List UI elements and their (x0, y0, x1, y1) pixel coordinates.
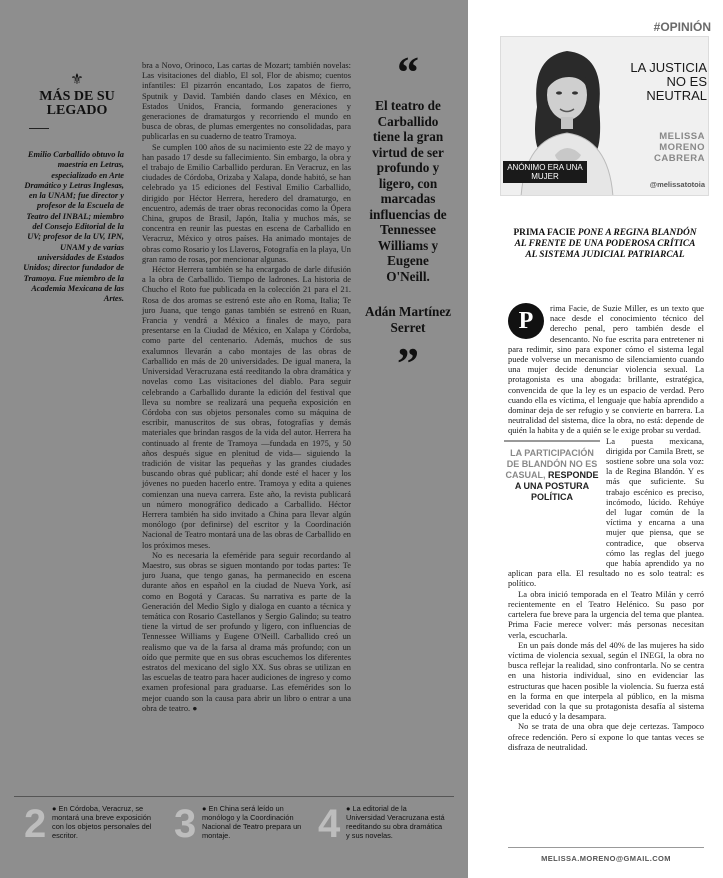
body-paragraph-4: En un país donde más del 40% de las mujeres ha sido víctima de violencia sexual, según el INEGI, la obra no busca reflejar la realidad, sino confrontarla. No se centra en una historia individual, sino en evidenciar las estructuras que hacen posible la violencia. Su fuerza está en la forma en que interpela al público, en la misma severidad con la que su protagonista desafía al sistema que la educó y la desampara. (508, 639, 704, 722)
legacy-title: MÁS DE SU LEGADO (39, 89, 115, 118)
pull-quote-author: Adán Martínez Serret (364, 304, 452, 335)
footnote-number: 4 (318, 802, 341, 846)
footnote-text: La editorial de la Universidad Veracruzana está reeditando su obra dramática y sus novelas. (346, 804, 445, 840)
pull-quote: El teatro de Carballido tiene la gran virtud de ser profundo y ligero, con marcadas influencias de Tennessee Williams y Eugene O'Neill. (369, 98, 447, 284)
column-paragraph-4: No es necesaria la efeméride para seguir recordando al Maestro, sus obras se siguen montando por todas partes: Te juro Juana, que tengo ganas, ha permanecido en escena durante años en español en la ciudad de Nueva York, así como en Bogotá y Caracas. Su narrativa es parte de la Generación del Medio Siglo y dialoga en cuanto a técnica y temática con Rosario Castellanos y Sergio Galindo; su teatro tiene la virtud de ser profundo y ligero, con influencias de Tennessee Williams y Eugene O'Neill. Carballido creó un realismo que va de la farsa al drama más profundo; con un oído que permite que en sus obras escuchemos los diferentes estratos del mexicano del siglo XX. Sus obras se utilizan en las escuelas de teatro para hacer audiciones de ingreso y como examen profesional para graduarse. Las efemérides son lo mejor cuando son la causa para abrir un libro o entrar a una obra de teatro. ● (142, 550, 351, 713)
footer-rule (14, 796, 454, 797)
inset-text-dark: RESPONDE A UNA POSTURA POLÍTICA (514, 469, 599, 502)
deck-rest: PONE A REGINA BLANDÓN AL FRENTE DE UNA PODEROSA CRÍTICA AL SISTEMA JUDICIAL PATRIARCAL (514, 228, 697, 260)
legacy-bio: Emilio Carballido obtuvo la maestría en Letras, especializado en Arte Dramático y Letras Inglesas, en la UNAM; fue director y profesor de la Escuela de Teatro del INBAL; miembro del Consejo Editorial de la UV; profesor de la UV, IPN, UNAM y de varias universidades de Estados Unidos; director fundador de Tramoya. Fue miembro de la Academia Mexicana de las Artes. (23, 150, 124, 304)
deck-lead: PRIMA FACIE (513, 228, 576, 238)
body-paragraph-5: No se trata de una obra que deje certezas. Tampoco ofrece redención. Pero sí expone lo que tantas veces se disfraza de neutralidad. (508, 721, 704, 752)
article-deck (512, 228, 698, 261)
author-handle: @melissatotoia (649, 180, 705, 189)
legacy-sidebar-header (28, 72, 126, 118)
body-paragraph-3: La obra inició temporada en el Teatro Milán y cerró recientemente en el Teatro Helénico. Su paso por cartelera fue breve para la urgencia del tema que plantea. Prima Facie merece volver: más personas necesitan verla, escucharla. (508, 588, 704, 640)
inset-rule (504, 440, 600, 442)
footnote-text: En China será leído un monólogo y la Coordinación Nacional de Teatro prepara un montaje. (202, 804, 302, 840)
article-body (505, 303, 704, 752)
body-paragraph-2: La puesta mexicana, dirigida por Camila Brett, se sostiene sobre una sola voz: la de Regina Blandón. Y es más que suficiente. Su trabajo escénico es preciso, incómodo, lúcido. Rehúye del lugar común de la víctima y encarna a una mujer que piensa, que se contradice, que observa cómo las reglas del juego que había aprendido ya no aplican para ella. El resultado no es solo teatral: es político. (508, 435, 704, 589)
inset-quote (504, 440, 600, 560)
hero-banner (500, 36, 709, 196)
column-badge: ANÓNIMO ERA UNA MUJER (503, 161, 587, 183)
column-paragraph-3: Héctor Herrera también se ha encargado de darle difusión a la obra de Carballido. Tiempo de ladrones. La historia de Chucho el Roto fue publicada en la colección 21 para el 21. Rosa de dos aromas se estrenó este año en Roma, Italia; Te juro Juana, que tengo ganas también se estrenó en Ruan, Francia y vendrá a México a finales de mayo, para presentarse en la Ciudad de México, en Xalapa y Córdoba, como parte del centenario. Además, muchos de sus exalumnos llevarán a cabo montajes de las obras de Carballido en más de 20 universidades. De igual manera, la Universidad Veracruzana está reeditando la obra dramática y novelas como Las visitaciones del diablo. Para seguir celebrando a Carballido durante la edición del festival que lleva su nombre se realizará una pequeña exposición en Córdoba con sus objetos personales como su máquina de escribir, manuscritos de sus obras, fotografías y demás materiales que brindan rasgos de la vida del autor. Herrera ha continuado al frente de Tramoya —fundada en 1975, y 50 años después sigue en plenitud de vida— siguiendo la tradición de visitar las pequeñas y las grandes ciudades buscando obras qué publicar; ahí donde esté el hacer y los jóvenes no pueden hacerlo entre. Tramoya y edita a quienes comienzan una nueva carrera. Este año, la revista publicará un número monográfico dedicado a Carballido. Héctor Herrera también ha sido invitado a China para llevar algún monólogo (por definirse) del escritor y la Coordinación Nacional de Teatro montará una de las obras de Carballido en los próximos meses. (142, 265, 351, 550)
body-paragraph-1: rima Facie, de Suzie Miller, es un texto que nace desde el conocimiento técnico del derecho penal, pero también desde el desencanto. No fue escrita para entretener ni para redimir, sino para exponer cómo el sistema legal puede volverse un mecanismo de silenciamiento cuando una mujer decide denunciar violencia sexual. La protagonista es una abogada: brillante, estratégica, convencida de que la ley es un espacio de verdad. Pero cuando ella es víctima, el lenguaje que había aprendido a dominar deja de ser refugio y se convierte en barrera. La neutralidad del sistema, dice la obra, no está: depende de quién la habita y de a quién se le exige probar su verdad. (508, 303, 704, 436)
section-label: #OPINIÓN (653, 20, 711, 34)
right-page (468, 0, 723, 878)
author-email: MELISSA.MORENO@GMAIL.COM (541, 854, 671, 863)
fleur-icon: ⚜ (70, 72, 84, 88)
article-column (142, 61, 351, 714)
pull-quote-box (364, 48, 452, 388)
left-page: ⚜ MÁS DE SU LEGADO Emilio Carballido obtuvo la maestría en Letras, especializado en Arte Dramático y Letras Inglesas, en la UNAM; fue director y profesor de la Escuela de Teatro del INBAL; miembro del Consejo Editorial de la UV; profesor de la UV, IPN, UNAM y de varias universidades de Estados Unidos; director fundador de Tramoya. Fue miembro de la Academia Mexicana de las Artes. bra a Novo, Orinoco, Las cartas de Mozart; también novelas: Las visitaciones del diablo, El sol, Flor de abismo; cuentos infantiles: El pizarrón encantado, Los zapatos de fierro, Sputnik y David. También dando clases en México, en Estados Unidos, Francia, formando generaciones y generaciones de dramaturgos y recorriendo el mundo en busca de obras, de plumas emergentes no consolidadas, para publicarlas en su cuaderno de teatro Tramoya. Se cumplen 100 años de su nacimiento este 22 de mayo y han pasado 17 desde su fallecimiento. Sin embargo, la obra y el trabajo de Emilio Carballido perduran. En Veracruz, en las ciudades de Córdoba, Orizaba y Xalapa, donde habitó, se han celebrado ya 15 ediciones del Festival Emilio Carballido, dirigido por Héctor Herrera, heredero del dramaturgo, en encuentro, además de traer obras reconocidas como la Ópera China, grupos de Brasil, Japón, Italia y muchos más, se concentra en reunir las puestas en escena de Carballido en Veracruz, México y otros países. Ha animado montajes de obras como Rosario y los Llaveros, Fotografía en la playa, Un gran ramo de rosas, por mencionar algunas. Héctor Herrera también se ha encargado de darle difusión a la obra de Carballido. Tiempo de ladrones. La historia de Chucho el Roto fue publicada en la colección 21 para el 21. Rosa de dos aromas se estrenó este año en Roma, Italia; Te juro Juana, que tengo ganas también se estrenó en Ruan, Francia y vendrá a México a finales de mayo, para presentarse en la Ciudad de México, en Xalapa y Córdoba, como parte del centenario. Además, muchos de sus exalumnos llevarán a cabo montajes de las obras de Carballido en más de 20 universidades. De igual manera, la Universidad Veracruzana está reeditando la obra dramática y novelas como Las visitaciones del diablo. Para seguir celebrando a Carballido durante la edición del festival que lleva su nombre se realizará una pequeña exposición en Córdoba con sus objetos personales como su máquina de escribir, manuscritos de sus obras, fotografías y demás materiales que brindan rasgos de la vida del autor. Herrera ha continuado al frente de Tramoya —fundada en 1975, y 50 años después sigue en plenitud de vida— siguiendo la tradición de visitar las pequeñas y las grandes ciudades buscando obras qué publicar; ahí donde esté el hacer y los jóvenes no pueden hacerlo entre. Tramoya y edita a quienes comienzan una nueva carrera. Este año, la revista publicará un número monográfico dedicado a Carballido. Héctor Herrera también ha sido invitado a China para llevar algún monólogo (por definirse) del escritor y la Coordinación Nacional de Teatro montará una de las obras de Carballido en los próximos meses. No es necesaria la efeméride para seguir recordando al Maestro, sus obras se siguen montando por todas partes: Te juro Juana, que tengo ganas, ha permanecido en escena durante años en español en la ciudad de Nueva York, así como en Bogotá y Caracas. Su narrativa es parte de la Generación del Medio Siglo y dialoga en cuanto a técnica y temática con Rosario Castellanos y Sergio Galindo; su teatro tiene la virtud de ser profundo y ligero, con influencias de Tennessee Williams y Eugene O'Neill. Carballido creó un realismo que va de la farsa al drama más profundo; con un oído que permite que en sus obras escuchemos los diferentes estratos del mexicano del siglo XX. Sus obras se utilizan en las escuelas de teatro para hacer audiciones de ingreso y como examen profesional para graduarse. Las efemérides son lo mejor cuando son la causa para abrir un libro o entrar a una obra de teatro. ● “ El teatro de Carballido tiene la gran virtud de ser profundo y ligero, con marcadas influencias de Tennessee Williams y Eugene O'Neill. Adán Martínez Serret ” 2 ● En Córdoba, Veracruz, se montará una breve exposición con los objetos personales del escritor. 3 ● En China será leído un monólogo y la Coordinación Nacional de Teatro prepara un montaje. 4 ● La editorial de la Universidad Veracruzana está reeditando su obra dramática y sus novelas. (0, 0, 468, 878)
footnote-number: 3 (174, 802, 197, 846)
footnote-number: 2 (24, 802, 47, 846)
column-paragraph-2: Se cumplen 100 años de su nacimiento este 22 de mayo y han pasado 17 desde su fallecimiento. Sin embargo, la obra y el trabajo de Emilio Carballido perduran. En Veracruz, en las ciudades de Córdoba, Orizaba y Xalapa, donde habitó, se han celebrado ya 15 ediciones del Festival Emilio Carballido, dirigido por Héctor Herrera, heredero del dramaturgo, en encuentro, además de traer obras reconocidas como la Ópera China, grupos de Brasil, Japón, Italia y muchos más, se concentra en reunir las puestas en escena de Carballido en Veracruz, México y otros países. Ha animado montajes de obras como Rosario y los Llaveros, Fotografía en la playa, Un gran ramo de rosas, por mencionar algunas. (142, 142, 351, 264)
open-quote-icon: “ (397, 48, 419, 97)
inset-text-light: LA PARTICIPACIÓN DE BLANDÓN NO ES CASUAL, (505, 447, 598, 480)
footnote-text: En Córdoba, Veracruz, se montará una breve exposición con los objetos personales del escritor. (52, 804, 152, 840)
column-title: LA JUSTICIA NO ES NEUTRAL (630, 60, 707, 103)
author-name: MELISSA MORENO CABRERA (654, 131, 705, 164)
legacy-rule (29, 128, 49, 129)
dropcap-icon: P (508, 303, 544, 339)
signoff-rule (508, 847, 704, 848)
close-quote-icon: ” (397, 339, 419, 388)
column-paragraph-1: bra a Novo, Orinoco, Las cartas de Mozart; también novelas: Las visitaciones del diablo, El sol, Flor de abismo; cuentos infantiles: El pizarrón encantado, Los zapatos de fierro, Sputnik y David. También dando clases en México, en Estados Unidos, Francia, formando generaciones y generaciones de dramaturgos y recorriendo el mundo en busca de obras, de plumas emergentes no consolidadas, para publicarlas en su cuaderno de teatro Tramoya. (142, 61, 351, 142)
